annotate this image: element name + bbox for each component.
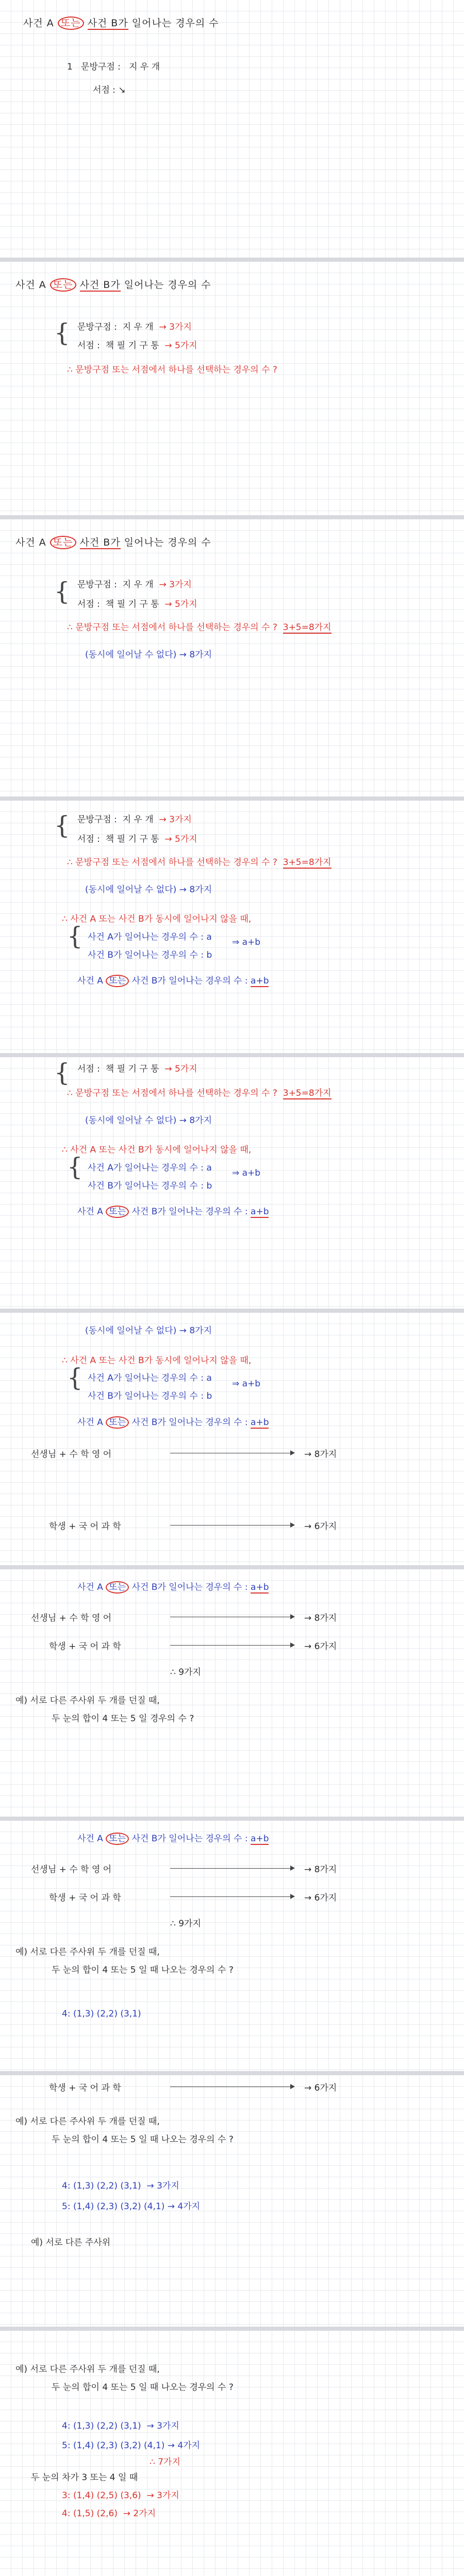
- example-head: 예) 서로 다른 주사위 두 개를 던질 때,: [15, 1947, 160, 1957]
- arrow: [170, 1645, 294, 1646]
- brace: {: [54, 577, 70, 606]
- condition-line: (동시에 일어날 수 없다) → 8가지: [85, 1115, 212, 1126]
- note-page-6: [0, 1313, 464, 1565]
- page-title: 사건 A 또는 사건 B가 일어나는 경우의 수: [15, 537, 211, 548]
- note-page-7: [0, 1569, 464, 1817]
- total-line: → 8가지: [304, 1613, 337, 1623]
- teachers-line: 선생님 + 수 학 영 어: [31, 1865, 112, 1875]
- case-a: 사건 A가 일어나는 경우의 수 : a: [88, 1163, 212, 1173]
- note-page-2: [0, 262, 464, 515]
- brace: {: [67, 922, 83, 951]
- example-diff: 두 눈의 차가 3 또는 4 일 때: [31, 2472, 138, 2483]
- answer-4: 4: (1,3) (2,2) (3,1) → 3가지: [62, 2421, 179, 2431]
- page-separator: [0, 1565, 464, 1569]
- students-line: 학생 + 국 어 과 학: [49, 1893, 121, 1903]
- line-bookstore: 서점 : 책 필 기 구 통 → 5가지: [77, 341, 197, 351]
- diff-4: 4: (1,5) (2,6) → 2가지: [62, 2509, 156, 2519]
- arrow: [170, 1868, 294, 1869]
- result-line: 사건 A 또는 사건 B가 일어나는 경우의 수 : a+b: [77, 976, 269, 986]
- page-separator: [0, 796, 464, 801]
- question-line: ∴ 문방구점 또는 서점에서 하나를 선택하는 경우의 수 ?: [67, 365, 277, 375]
- diff-3: 3: (1,4) (2,5) (3,6) → 3가지: [62, 2490, 179, 2501]
- case-a: 사건 A가 일어나는 경우의 수 : a: [88, 1373, 212, 1383]
- total-line: → 6가지: [304, 1641, 337, 1652]
- result-line: 사건 A 또는 사건 B가 일어나는 경우의 수 : a+b: [77, 1834, 269, 1844]
- sum-arrow: ⇒ a+b: [232, 1379, 261, 1389]
- example-note: 예) 서로 다른 주사위: [31, 2238, 111, 2248]
- brace: {: [67, 1153, 83, 1181]
- page-separator: [0, 1053, 464, 1057]
- line-stationery: 문방구점 : 지 우 개 → 3가지: [77, 322, 192, 332]
- condition-line: (동시에 일어날 수 없다) → 8가지: [85, 650, 212, 660]
- line-bookstore: 서점 : 책 필 기 구 통 → 5가지: [77, 599, 197, 609]
- page-separator: [0, 1309, 464, 1313]
- answer-total: ∴ 7가지: [150, 2457, 180, 2467]
- line-bookstore: 서점 : ↘: [93, 85, 126, 95]
- answer-4: 4: (1,3) (2,2) (3,1): [62, 2009, 141, 2019]
- line-bookstore: 서점 : 책 필 기 구 통 → 5가지: [77, 834, 197, 844]
- total-line: → 8가지: [304, 1865, 337, 1875]
- note-page-3: [0, 519, 464, 796]
- note-page-1: [0, 0, 464, 258]
- sum-arrow: ⇒ a+b: [232, 1168, 261, 1178]
- example-question: 두 눈의 합이 4 또는 5 일 때 나오는 경우의 수 ?: [52, 1965, 234, 1975]
- summary-line: ∴ 사건 A 또는 사건 B가 동시에 일어나지 않을 때,: [62, 1145, 252, 1155]
- arrow: [170, 1896, 294, 1897]
- brace: {: [54, 811, 70, 840]
- brace: {: [67, 1363, 83, 1392]
- page-separator: [0, 2071, 464, 2075]
- page-separator: [0, 1817, 464, 1821]
- result-line: 사건 A 또는 사건 B가 일어나는 경우의 수 : a+b: [77, 1417, 269, 1428]
- brace: {: [54, 1058, 70, 1087]
- summary-line: ∴ 사건 A 또는 사건 B가 동시에 일어나지 않을 때,: [62, 914, 252, 924]
- case-b: 사건 B가 일어나는 경우의 수 : b: [88, 1391, 212, 1401]
- page-separator: [0, 515, 464, 519]
- result-line: 사건 A 또는 사건 B가 일어나는 경우의 수 : a+b: [77, 1582, 269, 1592]
- note-page-8: [0, 1821, 464, 2071]
- example-head: 예) 서로 다른 주사위 두 개를 던질 때,: [15, 1696, 160, 1706]
- total-answer: ∴ 9가지: [170, 1667, 201, 1677]
- line-stationery: 1 문방구점 : 지 우 개: [67, 62, 160, 72]
- example-question: 두 눈의 합이 4 또는 5 일 때 나오는 경우의 수 ?: [52, 2134, 234, 2145]
- students-line: 학생 + 국 어 과 학: [49, 1641, 121, 1652]
- note-page-4: [0, 801, 464, 1053]
- question-line: ∴ 문방구점 또는 서점에서 하나를 선택하는 경우의 수 ? 3+5=8가지: [67, 622, 332, 633]
- teachers-line: 선생님 + 수 학 영 어: [31, 1449, 112, 1460]
- sum-arrow: ⇒ a+b: [232, 937, 261, 947]
- line-stationery: 문방구점 : 지 우 개 → 3가지: [77, 815, 192, 825]
- arrow: [170, 1525, 294, 1526]
- answer-5: 5: (1,4) (2,3) (3,2) (4,1) → 4가지: [62, 2201, 201, 2212]
- total-answer: ∴ 9가지: [170, 1919, 201, 1929]
- answer-5: 5: (1,4) (2,3) (3,2) (4,1) → 4가지: [62, 2441, 201, 2451]
- case-a: 사건 A가 일어나는 경우의 수 : a: [88, 932, 212, 942]
- note-page-5: [0, 1057, 464, 1309]
- case-b: 사건 B가 일어나는 경우의 수 : b: [88, 950, 212, 960]
- total-line: → 6가지: [304, 2083, 337, 2093]
- result-line: 사건 A 또는 사건 B가 일어나는 경우의 수 : a+b: [77, 1207, 269, 1217]
- page-title: 사건 A 또는 사건 B가 일어나는 경우의 수: [23, 18, 219, 29]
- summary-line: ∴ 사건 A 또는 사건 B가 동시에 일어나지 않을 때,: [62, 1355, 252, 1366]
- question-line: ∴ 문방구점 또는 서점에서 하나를 선택하는 경우의 수 ? 3+5=8가지: [67, 1088, 332, 1098]
- page-separator: [0, 2327, 464, 2331]
- answer-4: 4: (1,3) (2,2) (3,1) → 3가지: [62, 2181, 179, 2191]
- condition-line: (동시에 일어날 수 없다) → 8가지: [85, 1326, 212, 1336]
- students-line: 학생 + 국 어 과 학: [49, 2083, 121, 2093]
- total-line: → 6가지: [304, 1893, 337, 1903]
- example-question: 두 눈의 합이 4 또는 5 일 때 나오는 경우의 수 ?: [52, 2382, 234, 2393]
- teachers-line: 선생님 + 수 학 영 어: [31, 1613, 112, 1623]
- example-head: 예) 서로 다른 주사위 두 개를 던질 때,: [15, 2364, 160, 2375]
- question-line: ∴ 문방구점 또는 서점에서 하나를 선택하는 경우의 수 ? 3+5=8가지: [67, 857, 332, 868]
- condition-line: (동시에 일어날 수 없다) → 8가지: [85, 885, 212, 895]
- note-page-9: [0, 2075, 464, 2327]
- note-page-10: [0, 2331, 464, 2576]
- line-stationery: 문방구점 : 지 우 개 → 3가지: [77, 580, 192, 590]
- total-line: → 8가지: [304, 1449, 337, 1460]
- line-bookstore: 서점 : 책 필 기 구 통 → 5가지: [77, 1064, 197, 1074]
- students-line: 학생 + 국 어 과 학: [49, 1521, 121, 1532]
- total-line: → 6가지: [304, 1521, 337, 1532]
- case-b: 사건 B가 일어나는 경우의 수 : b: [88, 1181, 212, 1191]
- brace: {: [54, 318, 70, 347]
- page-title: 사건 A 또는 사건 B가 일어나는 경우의 수: [15, 279, 211, 291]
- example-question: 두 눈의 합이 4 또는 5 일 경우의 수 ?: [52, 1714, 194, 1724]
- example-head: 예) 서로 다른 주사위 두 개를 던질 때,: [15, 2116, 160, 2127]
- page-separator: [0, 258, 464, 262]
